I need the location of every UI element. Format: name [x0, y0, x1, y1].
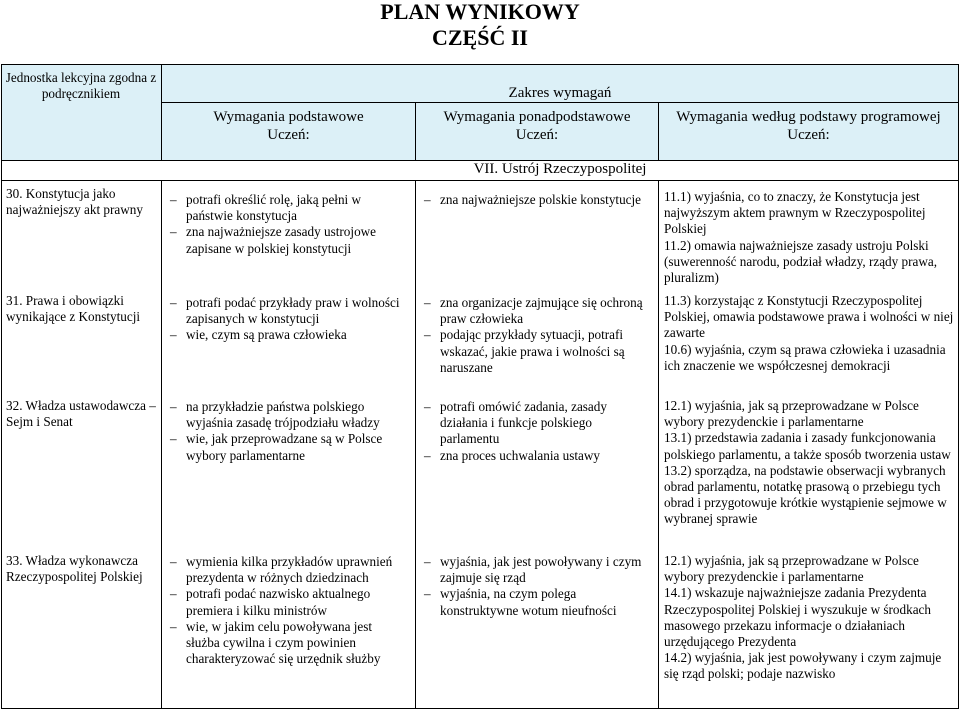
program-paragraph: 11.3) korzystając z Konstytucji Rzeczypospolitej Polskiej, omawia podstawowe prawa i wolności w niej zawarte	[664, 293, 954, 341]
page-subtitle: CZĘŚĆ II	[432, 25, 528, 50]
section-divider	[1, 180, 959, 181]
program-paragraph: 13.2) sporządza, na podstawie obserwacji wybranych obrad parlamentu, notatkę prasową o przebiegu tych obrad i przygotowuje krótkie wystąpienie sejmowe w wybranej sprawie	[664, 462, 947, 527]
list-item: – wie, czym są prawa człowieka	[166, 327, 408, 343]
unit-30: 30. Konstytucja jako najważniejszy akt prawny	[6, 186, 143, 218]
col-divider-1	[161, 64, 162, 160]
col-divider-1b	[161, 180, 162, 709]
table-border-right	[958, 64, 959, 709]
program-paragraph: 14.2) wyjaśnia, jak jest powoływany i czym zajmuje się rząd polski; podaje nazwisko	[664, 650, 942, 682]
unit-31: 31. Prawa i obowiązki wynikające z Konstytucji	[6, 293, 141, 325]
col-divider-2	[415, 102, 416, 160]
header-divider-zakres	[162, 102, 959, 103]
list-item: – potrafi podać nazwisko aktualnego premiera i kilku ministrów	[166, 586, 408, 618]
program-paragraph: 14.1) wskazuje najważniejsze zadania Prezydenta Rzeczypospolitej Polskiej i wyszukuje w środkach masowego przekazu informacje o działaniach urzędującego Prezydenta	[664, 585, 931, 650]
list-item: – wie, w jakim celu powoływana jest służba cywilna i czym powinien charakteryzować się urzędnik służby	[166, 619, 408, 668]
col-divider-3	[658, 102, 659, 160]
list-item: – na przykładzie państwa polskiego wyjaśnia zasadę trójpodziału władzy	[166, 399, 408, 431]
header-basic-sub: Uczeń:	[267, 127, 310, 143]
list-item: – zna organizacje zajmujące się ochroną praw człowieka	[420, 295, 654, 327]
list-item: – potrafi omówić zadania, zasady działania i funkcje polskiego parlamentu	[420, 399, 654, 448]
header-zakres-label: Zakres wymagań	[508, 85, 612, 101]
header-program-title: Wymagania według podstawy programowej	[676, 109, 941, 125]
section-title: VII. Ustrój Rzeczypospolitej	[473, 161, 647, 177]
col-divider-2b	[415, 180, 416, 709]
list-item: – wymienia kilka przykładów uprawnień prezydenta w różnych dziedzinach	[166, 554, 408, 586]
list-item: – wie, jak przeprowadzane są w Polsce wybory parlamentarne	[166, 431, 408, 463]
table-border-top	[1, 64, 959, 65]
header-advanced-title: Wymagania ponadpodstawowe	[443, 109, 631, 125]
header-unit-label: Jednostka lekcyjna zgodna z podręcznikiem	[5, 70, 157, 102]
list-item: – zna najważniejsze zasady ustrojowe zapisane w polskiej konstytucji	[166, 224, 408, 256]
program-paragraph: 12.1) wyjaśnia, jak są przeprowadzane w Polsce wybory prezydenckie i parlamentarne	[664, 553, 919, 585]
list-item: – potrafi określić rolę, jaką pełni w państwie konstytucja	[166, 192, 408, 224]
header-basic-title: Wymagania podstawowe	[213, 109, 364, 125]
program-paragraph: 12.1) wyjaśnia, jak są przeprowadzane w Polsce wybory prezydenckie i parlamentarne	[664, 398, 919, 430]
unit-32: 32. Władza ustawodawcza – Sejm i Senat	[6, 398, 156, 430]
program-paragraph: 11.2) omawia najważniejsze zasady ustroju Polski (suwerenność narodu, podział władzy, rządy prawa, pluralizm)	[664, 237, 938, 286]
col-divider-3b	[658, 180, 659, 709]
list-item: – wyjaśnia, jak jest powoływany i czym zajmuje się rząd	[420, 554, 654, 586]
list-item: – podając przykłady sytuacji, potrafi wskazać, jakie prawa i wolności są naruszane	[420, 327, 654, 376]
list-item: – potrafi podać przykłady praw i wolności zapisanych w konstytucji	[166, 295, 408, 327]
page-title: PLAN WYNIKOWY	[380, 0, 580, 24]
list-item: – zna najważniejsze polskie konstytucje	[420, 192, 654, 208]
unit-33: 33. Władza wykonawcza Rzeczypospolitej Polskiej	[6, 553, 143, 585]
program-paragraph: 10.6) wyjaśnia, czym są prawa człowieka i uzasadnia ich znaczenie we współczesnej demokracji	[664, 341, 946, 373]
list-item: – wyjaśnia, na czym polega konstruktywne wotum nieufności	[420, 586, 654, 618]
header-program-sub: Uczeń:	[787, 127, 830, 143]
header-advanced-sub: Uczeń:	[515, 127, 559, 143]
program-paragraph: 11.1) wyjaśnia, co to znaczy, że Konstytucja jest najwyższym aktem prawnym w Rzeczypospolitej Polskiej	[664, 189, 926, 237]
table-border-left	[1, 64, 2, 709]
program-paragraph: 13.1) przedstawia zadania i zasady funkcjonowania polskiego parlamentu, a także sposób tworzenia ustaw	[664, 430, 951, 462]
list-item: – zna proces uchwalania ustawy	[420, 448, 654, 464]
header-divider-bottom	[1, 160, 959, 161]
